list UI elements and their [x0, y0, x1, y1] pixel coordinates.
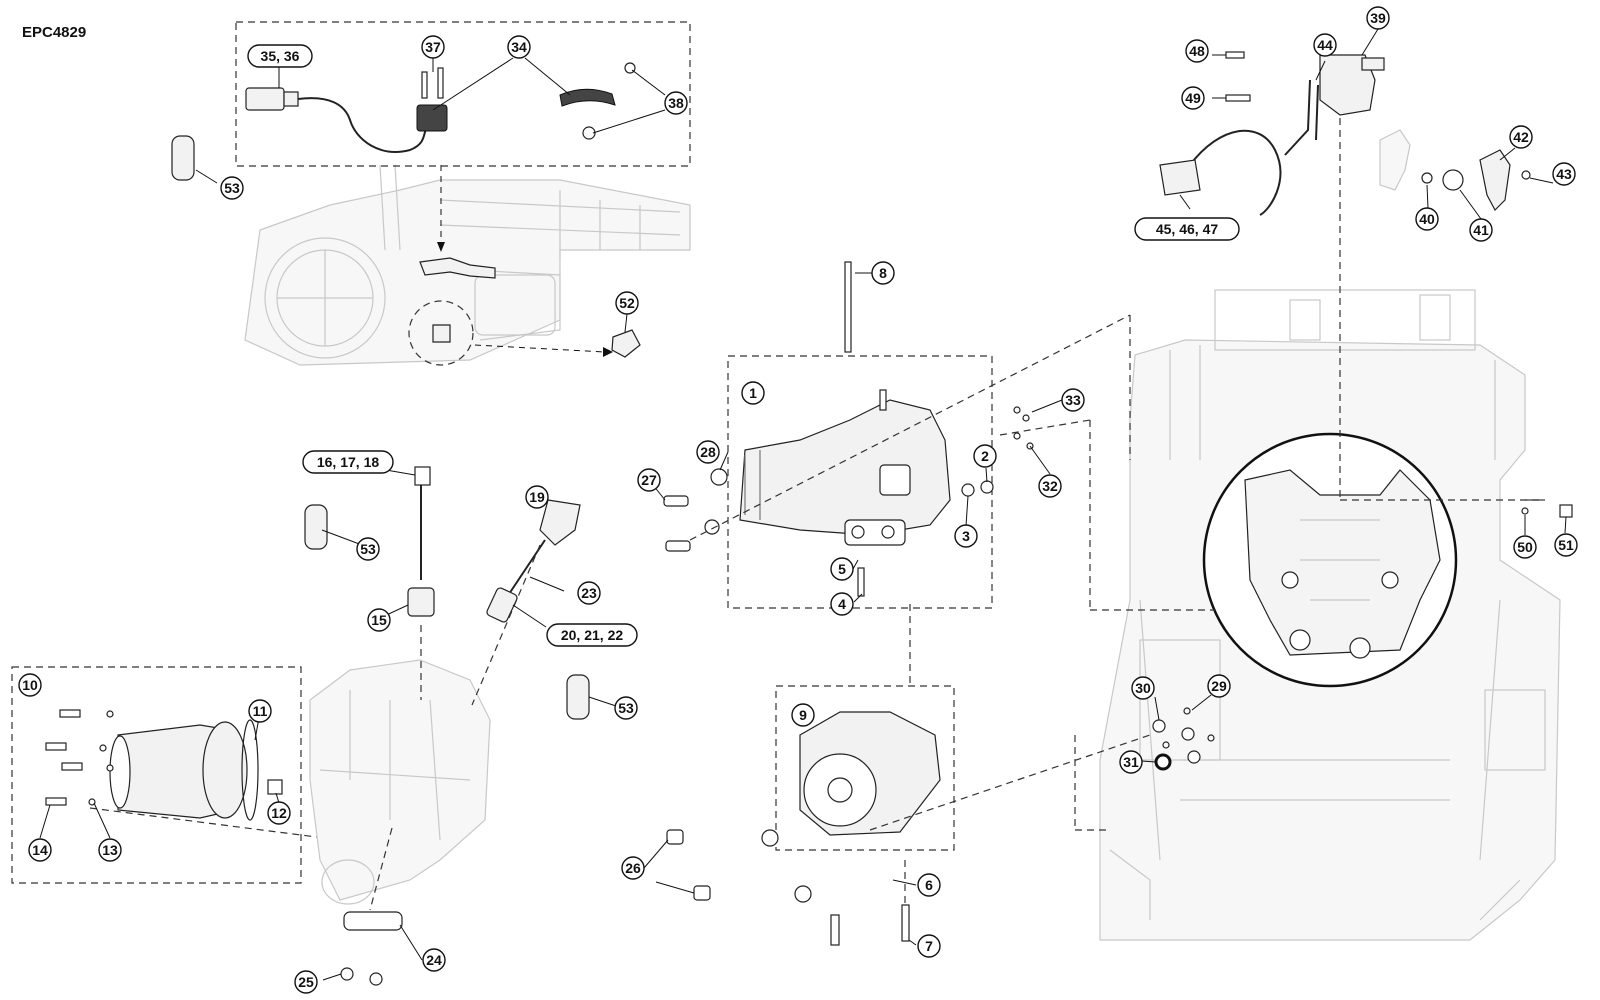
svg-text:16, 17, 18: 16, 17, 18 [316, 454, 380, 470]
callout-20-21-22 [547, 624, 637, 646]
kit-box-sensor-harness [236, 22, 690, 166]
callout-1 [742, 382, 764, 404]
svg-text:12: 12 [271, 805, 287, 821]
svg-text:44: 44 [1317, 37, 1333, 53]
callout-38 [665, 92, 687, 114]
callout-23 [578, 582, 600, 604]
svg-text:4: 4 [838, 596, 846, 612]
svg-text:52: 52 [619, 295, 635, 311]
callout-48 [1186, 40, 1208, 62]
callout-35-36 [248, 45, 312, 67]
svg-text:6: 6 [925, 877, 933, 893]
callout-24 [423, 949, 445, 971]
callout-3 [955, 525, 977, 547]
svg-text:32: 32 [1042, 478, 1058, 494]
callout-7 [918, 935, 940, 957]
svg-text:10: 10 [22, 677, 38, 693]
svg-text:37: 37 [425, 39, 441, 55]
callout-4 [831, 593, 853, 615]
svg-text:27: 27 [641, 472, 657, 488]
svg-text:45, 46, 47: 45, 46, 47 [1155, 221, 1219, 237]
callout-40 [1416, 208, 1438, 230]
motor-kit-part [46, 710, 340, 840]
svg-text:2: 2 [981, 448, 989, 464]
svg-text:38: 38 [668, 95, 684, 111]
svg-text:53: 53 [224, 180, 240, 196]
callout-30 [1132, 677, 1154, 699]
callout-53-a [221, 177, 243, 199]
svg-text:29: 29 [1211, 678, 1227, 694]
callout-2 [974, 445, 996, 467]
callout-44 [1314, 34, 1336, 56]
svg-text:7: 7 [925, 938, 933, 954]
svg-text:53: 53 [618, 700, 634, 716]
callout-26 [622, 857, 644, 879]
svg-text:25: 25 [298, 974, 314, 990]
svg-text:26: 26 [625, 860, 641, 876]
callout-32 [1039, 475, 1061, 497]
svg-text:5: 5 [838, 561, 846, 577]
svg-text:30: 30 [1135, 680, 1151, 696]
svg-text:3: 3 [962, 528, 970, 544]
svg-text:33: 33 [1065, 392, 1081, 408]
callout-12 [268, 802, 290, 824]
callout-9 [792, 704, 814, 726]
callout-53-c [615, 697, 637, 719]
callout-8 [872, 262, 894, 284]
svg-text:9: 9 [799, 707, 807, 723]
callout-13 [99, 839, 121, 861]
svg-text:53: 53 [360, 541, 376, 557]
svg-text:15: 15 [371, 612, 387, 628]
svg-text:49: 49 [1185, 90, 1201, 106]
callout-45-46-47 [1135, 218, 1239, 240]
svg-text:48: 48 [1189, 43, 1205, 59]
svg-text:39: 39 [1370, 10, 1386, 26]
svg-text:50: 50 [1517, 539, 1533, 555]
callout-39 [1367, 7, 1389, 29]
callout-5 [831, 558, 853, 580]
svg-text:19: 19 [529, 489, 545, 505]
callout-42 [1510, 126, 1532, 148]
callout-43 [1553, 163, 1575, 185]
svg-text:28: 28 [700, 444, 716, 460]
svg-text:34: 34 [511, 39, 527, 55]
svg-text:24: 24 [426, 952, 442, 968]
sensor-harness-part [246, 63, 635, 152]
pump-motor-part [800, 712, 940, 835]
callout-29 [1208, 675, 1230, 697]
svg-text:51: 51 [1558, 537, 1574, 553]
svg-text:1: 1 [749, 385, 757, 401]
callout-31 [1120, 751, 1142, 773]
svg-text:13: 13 [102, 842, 118, 858]
callout-27 [638, 469, 660, 491]
callout-33 [1062, 389, 1084, 411]
svg-text:40: 40 [1419, 211, 1435, 227]
callout-52 [616, 292, 638, 314]
sensor-19-part [472, 500, 580, 705]
svg-text:14: 14 [32, 842, 48, 858]
figure-id: EPC4829 [22, 24, 87, 41]
callout-28 [697, 441, 719, 463]
valve-body-lower [310, 660, 490, 985]
callout-6 [918, 874, 940, 896]
callout-11 [249, 700, 271, 722]
svg-text:35, 36: 35, 36 [260, 48, 300, 64]
callout-14 [29, 839, 51, 861]
callout-51 [1555, 534, 1577, 556]
callout-50 [1514, 536, 1536, 558]
svg-text:43: 43 [1556, 166, 1572, 182]
callout-53-b [357, 538, 379, 560]
svg-text:8: 8 [879, 265, 887, 281]
callout-25 [295, 971, 317, 993]
callout-34 [508, 36, 530, 58]
callout-16-17-18 [303, 451, 393, 473]
svg-text:23: 23 [581, 585, 597, 601]
callout-15 [368, 609, 390, 631]
callout-41 [1470, 219, 1492, 241]
svg-text:41: 41 [1473, 222, 1489, 238]
callout-10 [19, 674, 41, 696]
callout-19 [526, 486, 548, 508]
svg-text:31: 31 [1123, 754, 1139, 770]
callout-37 [422, 36, 444, 58]
valve-assembly-part [740, 390, 993, 596]
svg-text:11: 11 [252, 703, 268, 719]
context-machine-right [1100, 290, 1560, 940]
callout-49 [1182, 87, 1204, 109]
svg-text:42: 42 [1513, 129, 1529, 145]
svg-text:20, 21, 22: 20, 21, 22 [560, 627, 624, 643]
